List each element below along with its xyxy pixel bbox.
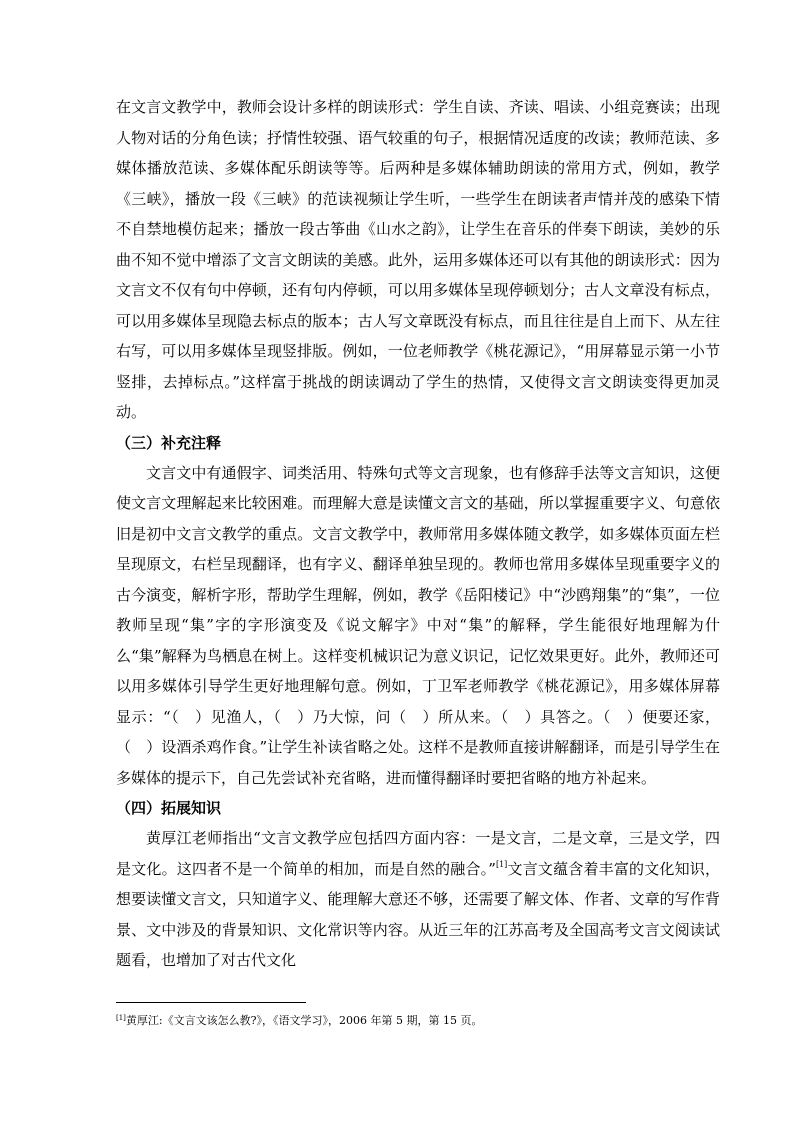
footnote-marker: [1] [116, 1014, 126, 1022]
paragraph-annotations: 文言文中有通假字、词类活用、特殊句式等文言现象，也有修辞手法等文言知识，这便使文言文理解起来比较困难。而理解大意是读懂文言文的基础，所以掌握重要字义、句意依旧是初中文言文教学的重点。文言文教学中，教师常用多媒体随文教学，如多媒体页面左栏呈现原文，右栏呈现翻译，也有字义、翻译单独呈现的。教师也常用多媒体呈现重要字义的古今演变，解析字形，帮助学生理解，例如，教学《岳阳楼记》中“沙鸥翔集”的“集”，一位教师呈现“集”字的字形演变及《说文解字》中对“集”的解释，学生能很好地理解为什么“集”解释为鸟栖息在树上。这样变机械识记为意义识记，记忆效果更好。此外，教师还可以用多媒体引导学生更好地理解句意。例如，丁卫军老师教学《桃花源记》，用多媒体屏幕显示：“（ ）见渔人，（ ）乃大惊，问（ ）所从来。（ ）具答之。（ ）便要还家，（ ）设酒杀鸡作食。”让学生补读省略之处。这样不是教师直接讲解翻译，而是引导学生在多媒体的提示下，自己先尝试补充省略，进而懂得翻译时要把省略的地方补起来。 [116, 463, 720, 787]
footnote-divider [116, 1002, 306, 1003]
paragraph-extended-knowledge [116, 823, 720, 976]
footnote-text: 黄厚江:《文言文该怎么教?》，《语文学习》，2006 年第 5 期，第 15 页。 [125, 1014, 483, 1027]
footnote-reference[interactable]: [1] [495, 859, 508, 869]
body-text [116, 92, 720, 976]
quote-text: 黄厚江老师指出“文言文教学应包括四方面内容：一是文言，二是文章，三是文学，四是文化。这四者不是一个简单的相加，而是自然的融合。” [116, 829, 720, 878]
section-heading-4: （四）拓展知识 [116, 799, 222, 817]
paragraph-reading-forms: 在文言文教学中，教师会设计多样的朗读形式：学生自读、齐读、唱读、小组竞赛读；出现人物对话的分角色读；抒情性较强、语气较重的句子，根据情况适度的改读；教师范读、多媒体播放范读、多媒体配乐朗读等等。后两种是多媒体辅助朗读的常用方式，例如，教学《三峡》，播放一段《三峡》的范读视频让学生听，一些学生在朗读者声情并茂的感染下情不自禁地模仿起来；播放一段古筝曲《山水之韵》，让学生在音乐的伴奏下朗读，美妙的乐曲不知不觉中增添了文言文朗读的美感。此外，运用多媒体还可以有其他的朗读形式：因为文言文不仅有句中停顿，还有句内停顿，可以用多媒体呈现停顿划分；古人文章没有标点，可以用多媒体呈现隐去标点的版本；古人写文章既没有标点，而且往往是自上而下、从左往右写，可以用多媒体呈现竖排版。例如，一位老师教学《桃花源记》，“用屏幕显示第一小节竖排，去掉标点。”这样富于挑战的朗读调动了学生的热情，又使得文言文朗读变得更加灵动。 [116, 98, 720, 421]
footnote [116, 1012, 720, 1030]
section-heading-3: （三）补充注释 [116, 433, 222, 452]
continuation-text: 文言文蕴含着丰富的文化知识，想要读懂文言文，只知道字义、能理解大意还不够，还需要了解文体、作者、文章的写作背景、文中涉及的背景知识、文化常识等内容。从近三年的江苏高考及全国高考文言文阅读试题看，也增加了对古代文化 [116, 859, 720, 969]
